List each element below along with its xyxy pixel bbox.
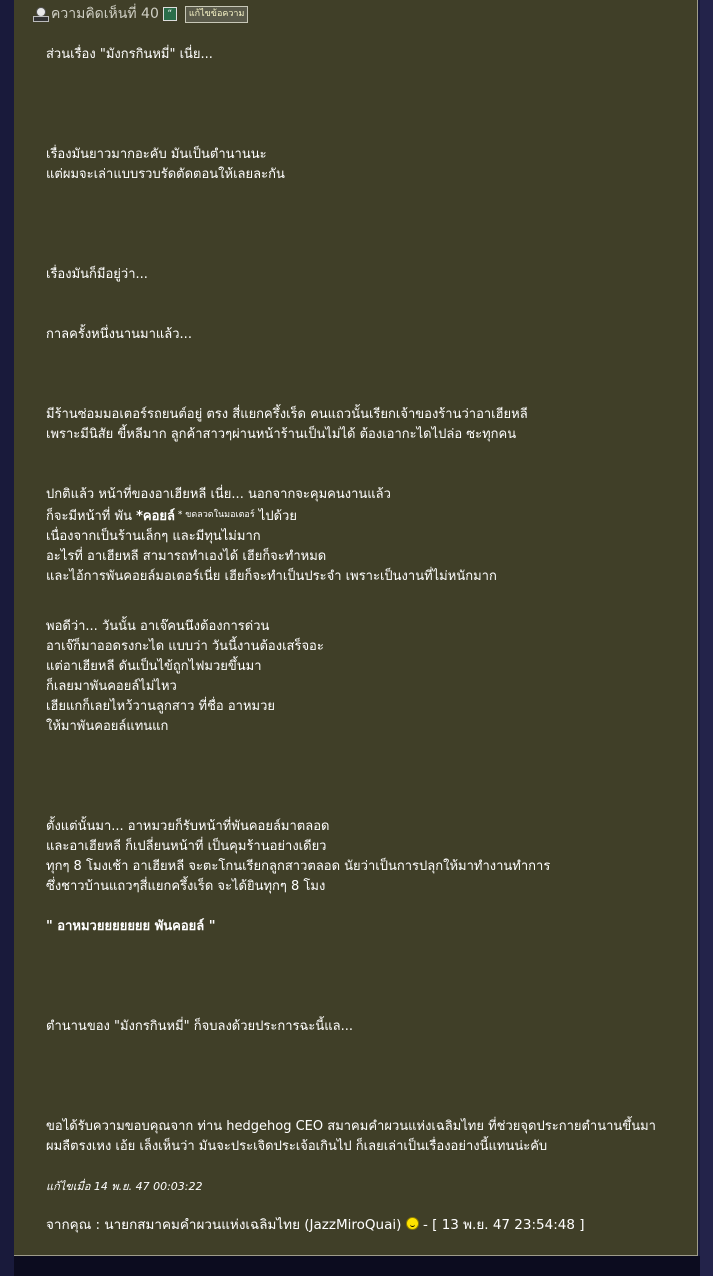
coil-bold-text: *คอยล์: [136, 509, 175, 524]
comment-line: [46, 507, 297, 527]
comment-line: ปกติแล้ว หน้าที่ของอาเฮียหลี เนี่ย... นอกจากจะคุมคนงานแล้ว: [46, 487, 391, 502]
comment-line: อาเจ๊ก็มาออดรงกะได แบบว่า วันนี้งานต้องเสร็จอะ: [46, 639, 324, 654]
comment-line: ก็เลยมาพันคอยล์ไม่ไหว: [46, 679, 177, 694]
comment-line: และอาเฮียหลี ก็เปลี่ยนหน้าที่ เป็นคุมร้านอย่างเดียว: [46, 839, 327, 854]
comment-line-bold: " อาหมวยยยยยยย พันคอยล์ ": [46, 919, 216, 934]
author-text: จากคุณ : นายกสมาคมคำผวนแห่งเฉลิมไทย (JazzMiroQuai): [46, 1217, 402, 1233]
comment-line: เรื่องมันยาวมากอะคับ มันเป็นตำนานนะ: [46, 147, 267, 162]
comment-line: เฮียแกก็เลยไหว้วานลูกสาว ที่ชื่อ อาหมวย: [46, 699, 276, 714]
comment-line: พอดีว่า... วันนั้น อาเจ๊คนนึงต้องการด่วน: [46, 619, 270, 634]
line-text: ก็จะมีหน้าที่ พัน: [46, 509, 137, 524]
comment-line: ขอได้รับความขอบคุณจาก ท่าน hedgehog CEO สมาคมคำผวนแห่งเฉลิมไทย ที่ช่วยจุดประกายตำนานขึ้นมา: [46, 1119, 656, 1134]
window-edge: [700, 0, 713, 1276]
footnote-text: * ขดลวดในมอเตอร์: [174, 510, 255, 520]
post-date: - [ 13 พ.ย. 47 23:54:48 ]: [422, 1217, 585, 1233]
smiley-icon: [406, 1217, 419, 1230]
quote-icon[interactable]: “: [163, 7, 177, 21]
comment-line: ตำนานของ "มังกรกินหมี่" ก็จบลงด้วยประการฉะนี้แล...: [46, 1019, 353, 1034]
comment-line: ส่วนเรื่อง "มังกรกินหมี่" เนี่ย...: [46, 47, 213, 62]
comment-line: และไอ้การพันคอยล์มอเตอร์เนี่ย เฮียก็จะทำเป็นประจำ เพราะเป็นงานที่ไม่หนักมาก: [46, 569, 497, 584]
edit-comment-button[interactable]: แก้ไขข้อความ: [185, 6, 249, 23]
comment-line: แต่ผมจะเล่าแบบรวบรัดตัดตอนให้เลยละกัน: [46, 167, 285, 182]
comment-line: อะไรที่ อาเฮียหลี สามารถทำเองได้ เฮียก็จะทำหมด: [46, 549, 327, 564]
comment-header: [33, 4, 248, 24]
user-icon: [33, 7, 47, 21]
comment-line: มีร้านซ่อมมอเตอร์รถยนต์อยู่ ตรง สี่แยกครึ้งเร็ด คนแถวนั้นเรียกเจ้าของร้านว่าอาเฮียหลี: [46, 407, 528, 422]
comment-line: ตั้งแต่นั้นมา... อาหมวยก็รับหน้าที่พันคอยล์มาตลอด: [46, 819, 330, 834]
line-text: ไปด้วย: [254, 509, 297, 524]
edit-note: แก้ไขเมื่อ 14 พ.ย. 47 00:03:22: [46, 1180, 203, 1193]
comment-line: ให้มาพันคอยล์แทนแก: [46, 719, 169, 734]
comment-line: ผมลืตรงเหง เอ้ย เล็งเห็นว่า มันจะประเจิดประเจ้อเกินไป ก็เลยเล่าเป็นเรื่องอย่างนี้แทนน่ะคับ: [46, 1139, 548, 1154]
comment-number: ความคิดเห็นที่ 40: [51, 6, 159, 22]
comment-line: กาลครั้งหนึ่งนานมาแล้ว...: [46, 327, 192, 342]
comment-line: เนื่องจากเป็นร้านเล็กๆ และมีทุนไม่มาก: [46, 529, 261, 544]
comment-footer: [46, 1215, 585, 1235]
comment-line: ทุกๆ 8 โมงเช้า อาเฮียหลี จะตะโกนเรียกลูกสาวตลอด นัยว่าเป็นการปลุกให้มาทำงานทำการ: [46, 859, 551, 874]
comment-line: เรื่องมันก็มีอยู่ว่า...: [46, 267, 148, 282]
comment-line: เพราะมีนิสัย ขี้หลีมาก ลูกค้าสาวๆผ่านหน้าร้านเป็นไม่ได้ ต้องเอากะไดไปล่อ ซะทุกคน: [46, 427, 517, 442]
comment-line: ซึ่งชาวบ้านแถวๆสี่แยกครึ้งเร็ด จะได้ยินทุกๆ 8 โมง: [46, 879, 326, 894]
page-bottom: [14, 1256, 700, 1276]
comment-line: แต่อาเฮียหลี ดันเป็นไข้ถูกไฟมวยขึ้นมา: [46, 659, 262, 674]
